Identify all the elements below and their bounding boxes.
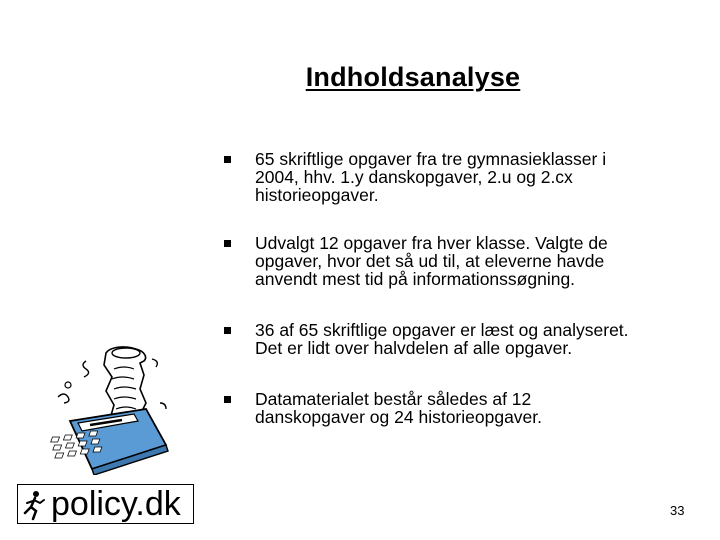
bullet-line: historieopgaver. <box>255 185 379 205</box>
square-bullet-icon <box>224 327 231 334</box>
policy-dk-logo <box>17 484 194 524</box>
page-number: 33 <box>670 503 685 518</box>
bullet-line: Datamaterialet består således af 12 <box>255 389 532 409</box>
square-bullet-icon <box>224 156 231 163</box>
logo-text: policy.dk <box>51 485 181 523</box>
running-figure-icon <box>20 489 48 521</box>
slide-title: Indholdsanalyse <box>305 62 521 92</box>
bullet-line: 36 af 65 skriftlige opgaver er læst og analyseret. <box>255 320 629 340</box>
bullet-line: anvendt mest tid på informationssøgning. <box>255 269 576 289</box>
bullet-text <box>255 234 695 288</box>
bullet-line: 2004, hhv. 1.y danskopgaver, 2.u og 2.cx <box>255 167 573 187</box>
bullet-line: 65 skriftlige opgaver fra tre gymnasieklasser i <box>255 149 607 169</box>
calculator-with-paper-roll-icon <box>48 345 203 475</box>
square-bullet-icon <box>224 396 231 403</box>
bullet-line: Det er lidt over halvdelen af alle opgaver. <box>255 338 573 358</box>
bullet-line: Udvalgt 12 opgaver fra hver klasse. Valgte de <box>255 233 608 253</box>
bullet-text <box>255 390 695 426</box>
bullet-text <box>255 150 695 204</box>
bullet-line: danskopgaver og 24 historieopgaver. <box>255 407 543 427</box>
square-bullet-icon <box>224 240 231 247</box>
bullet-text <box>255 321 695 357</box>
bullet-line: opgaver, hvor det så ud til, at eleverne havde <box>255 251 605 271</box>
